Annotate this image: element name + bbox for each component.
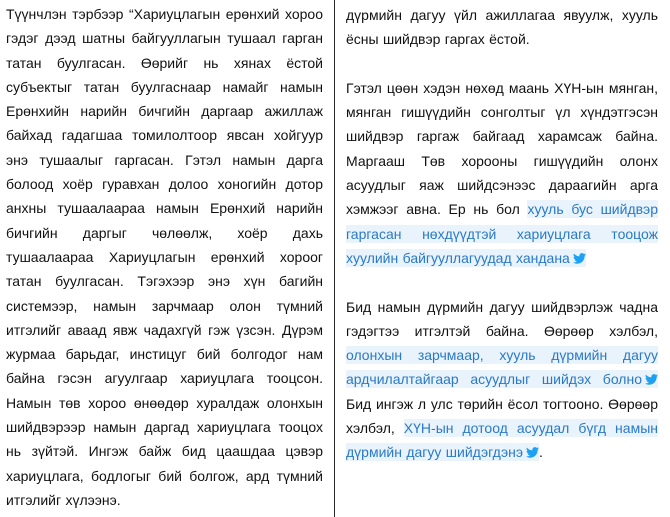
- paragraph-gap: [346, 52, 658, 76]
- paragraph-text: Гэтэл цөөн хэдэн нөхөд маань ХҮН-ын мянган, мянган гишүүдийн сонголтыг үл хүндэтгэсэн шийдвэр гаргаж байгаад харамсаж байна. Маргааш Төв хорооны гишүүдийн олонх асуудлыг яаж шийдсэнээс дараагийн арга хэмжээг авна. Ер нь бол: [346, 79, 658, 218]
- right-paragraph-2: [346, 76, 658, 270]
- paragraph-text: Бид намын дүрмийн дагуу шийдвэрлэж чадна гэдэгтээ итгэлтэй байна. Өөрөөр хэлбэл,: [346, 298, 658, 339]
- paragraph-text: Бид ингэж л улс төрийн ёсол тогтооно. Өөрөөр хэлбэл,: [346, 395, 658, 437]
- tweet-quote-text: хууль бус шийдвэр гаргасан нөхдүүдтэй хариуцлага тооцож хуулийн байгууллагуудад хандана: [346, 201, 658, 266]
- twitter-bird-icon[interactable]: [526, 447, 539, 458]
- column-divider: [334, 0, 335, 517]
- left-paragraph: Түүнчлэн тэрбээр “Хариуцлагын ерөнхий хороо гэдэг дээд шатны байгууллагын тушаал гарган татан буулгасан. Өөрийг нь хянах ёстой субъектыг татан буулгаснаар намайг намын Ерөнхийн нарийн бичгийн даргаар ажиллаж байхад гадагшаа томилолтоор явсан хойгуур энэ тушаалыг гаргасан. Гэтэл намын дарга болоод хоёр гуравхан долоо хоногийн дотор анхны тушаалаараа намын Ерөнхий нарийн бичгийн даргыг чөлөөлж, хоёр дахь тушаалаараа Хариуцлагын ерөнхий хороог татан буулгасан. Тэгэхээр энэ хүн багийн системээр, намын зарчмаар олон түмний итгэлийг аваад явж чадахгүй гэж үзсэн. Дүрэм журмаа барьдаг, инстицуг бий болгодог нам байна гэсэн агуулгаар хариуцлага тооцсон. Намын төв хороо өнөөдөр хуралдаж олонхын шийдвэрээр намын даргад хариуцлага тооцох нь зүйтэй. Ингэж байж бид цаашдаа цэвэр хариуцлага, бодлогыг бий болгож, ард түмний итгэлийг хүлээнэ.: [6, 6, 323, 508]
- right-column: [346, 3, 658, 465]
- paragraph-gap: [346, 270, 658, 294]
- tweet-quote-text: олонхын зарчмаар, хууль дүрмийн дагуу ардчилалтайгаар асуудлыг шийдэх болно: [346, 347, 658, 388]
- left-column: [6, 2, 323, 512]
- right-paragraph-3: [346, 295, 658, 465]
- tweet-quote-text: ХҮН-ын дотоод асуудал бүгд намын дүрмийн дагуу шийдэгдэнэ: [346, 420, 658, 461]
- click-to-tweet-quote[interactable]: [346, 346, 658, 388]
- twitter-bird-icon[interactable]: [645, 374, 658, 385]
- sentence-end: .: [538, 444, 543, 461]
- right-paragraph-1: дүрмийн дагуу үйл ажиллагаа явуулж, хууль ёсны шийдвэр гаргах ёстой.: [346, 7, 658, 48]
- twitter-bird-icon[interactable]: [573, 253, 586, 264]
